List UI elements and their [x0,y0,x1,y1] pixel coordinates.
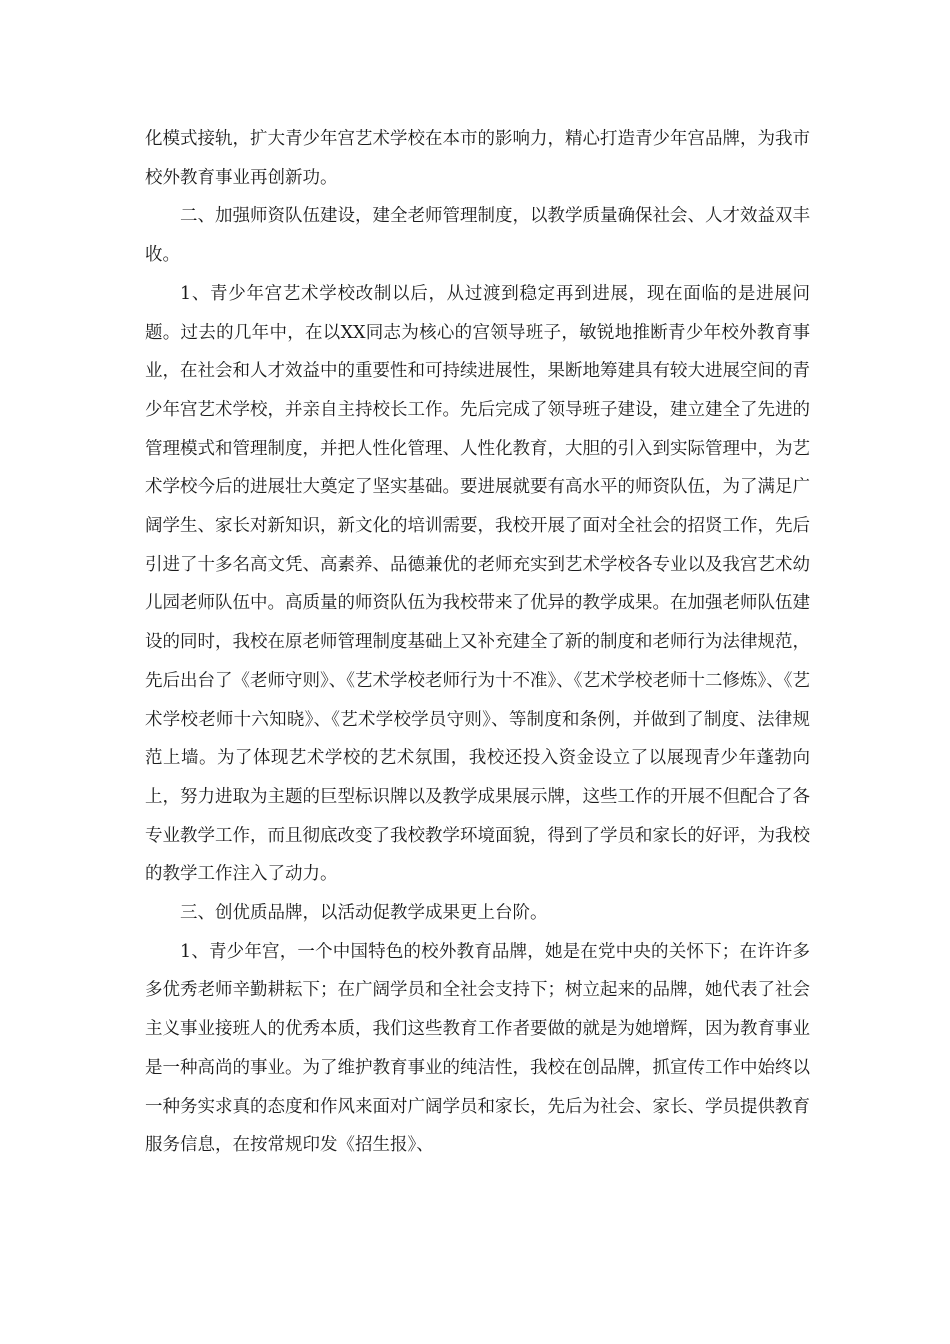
section-heading-three: 三、创优质品牌，以活动促教学成果更上台阶。 [180,903,548,924]
paragraph-brand: 1、青少年宫，一个中国特色的校外教育品牌，她是在党中央的关怀下；在许许多多优秀老师辛勤耕耘下；在广阔学员和全社会支持下；树立起来的品牌，她代表了社会主义事业接班人的优秀本质，我们这些教育工作者要做的就是为她增辉，因为教育事业是一种高尚的事业。为了维护教育事业的纯洁性，我校在创品牌，抓宣传工作中始终以一种务实求真的态度和作风来面对广阔学员和家长，先后为社会、家长、学员提供教育服务信息，在按常规印发《招生报》、 [145,941,810,1156]
section-heading-two: 二、加强师资队伍建设，建全老师管理制度，以教学质量确保社会、人才效益双丰收。 [145,206,810,266]
paragraph-teacher-team: 1、青少年宫艺术学校改制以后，从过渡到稳定再到进展，现在面临的是进展问题。过去的几年中，在以XX同志为核心的宫领导班子，敏锐地推断青少年校外教育事业，在社会和人才效益中的重要性和可持续进展性，果断地筹建具有较大进展空间的青少年宫艺术学校，并亲自主持校长工作。先后完成了领导班子建设，建立建全了先进的管理模式和管理制度，并把人性化管理、人性化教育，大胆的引入到实际管理中，为艺术学校今后的进展壮大奠定了坚实基础。要进展就要有高水平的师资队伍，为了满足广阔学生、家长对新知识，新文化的培训需要，我校开展了面对全社会的招贤工作，先后引进了十多名高文凭、高素养、品德兼优的老师充实到艺术学校各专业以及我宫艺术幼儿园老师队伍中。高质量的师资队伍为我校带来了优异的教学成果。在加强老师队伍建设的同时，我校在原老师管理制度基础上又补充建全了新的制度和老师行为法律规范，先后出台了《老师守则》、《艺术学校老师行为十不准》、《艺术学校老师十二修炼》、《艺术学校老师十六知晓》、《艺术学校学员守则》、等制度和条例，并做到了制度、法律规范上墙。为了体现艺术学校的艺术氛围，我校还投入资金设立了以展现青少年蓬勃向上，努力进取为主题的巨型标识牌以及教学成果展示牌，这些工作的开展不但配合了各专业教学工作，而且彻底改变了我校教学环境面貌，得到了学员和家长的好评，为我校的教学工作注入了动力。 [145,283,810,885]
document-body [145,120,810,1165]
paragraph-continuation: 化模式接轨，扩大青少年宫艺术学校在本市的影响力，精心打造青少年宫品牌，为我市校外教育事业再创新功。 [145,129,810,188]
